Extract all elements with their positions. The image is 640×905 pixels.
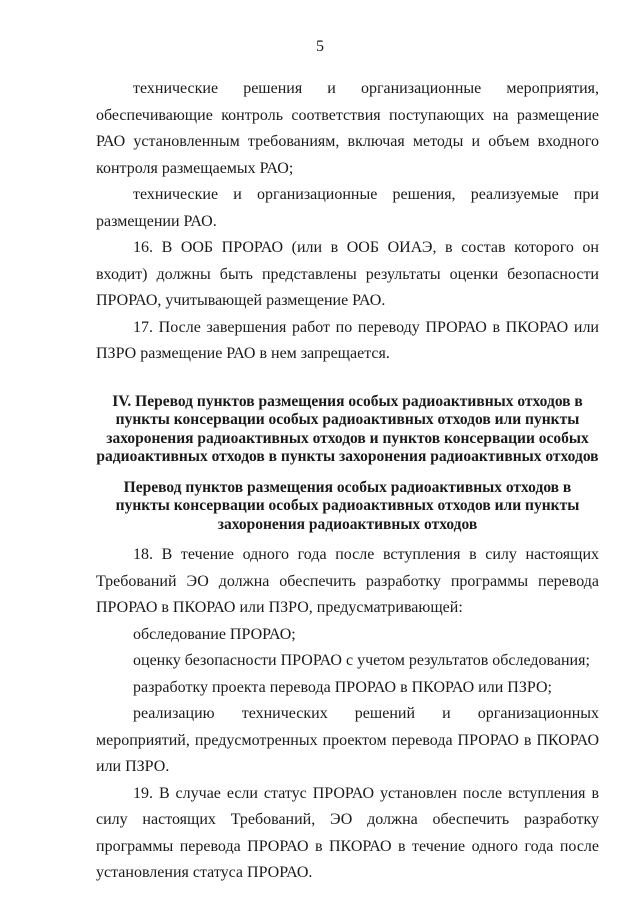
list-item-safety-assessment: оценку безопасности ПРОРАО с учетом результатов обследования; — [133, 652, 590, 669]
list-item-project-development: разработку проекта перевода ПРОРАО в ПКОРАО или ПЗРО; — [133, 678, 552, 696]
section-title: IV. Перевод пунктов размещения особых радиоактивных отходов в пункты консервации особых радиоактивных отходов или пункты захоронения радиоактивных отходов и пунктов консервации особых радиоактивных отходов в пункты захоронения радиоактивных отходов — [96, 392, 599, 465]
paragraph-tech-decisions-control: технические решения и организационные мероприятия, обеспечивающие контроль соответствия поступающих на размещение РАО установленным требованиям, включая методы и объем входного контроля размещаемых РАО; — [96, 80, 599, 177]
page-number: 5 — [316, 38, 324, 55]
paragraph-tech-org-decisions: технические и организационные решения, реализуемые при размещении РАО. — [96, 186, 599, 230]
paragraph-17: 17. После завершения работ по переводу ПРОРАО в ПКОРАО или ПЗРО размещение РАО в нем запрещается. — [96, 318, 599, 362]
list-item-implementation: реализацию технических решений и организационных мероприятий, предусмотренных проектом перевода ПРОРАО в ПКОРАО или ПЗРО. — [96, 705, 599, 775]
list-item-survey: обследование ПРОРАО; — [133, 625, 296, 643]
paragraph-19: 19. В случае если статус ПРОРАО установлен после вступления в силу настоящих Требований, ЭО должна обеспечить разработку программы перевода ПРОРАО в ПКОРАО в течение одного года после установления статуса ПРОРАО. — [96, 784, 599, 881]
document-body — [96, 76, 599, 887]
paragraph-18: 18. В течение одного года после вступления в силу настоящих Требований ЭО должна обеспечить разработку программы перевода ПРОРАО в ПКОРАО или ПЗРО, предусматривающей: — [96, 546, 599, 616]
subsection-title: Перевод пунктов размещения особых радиоактивных отходов в пункты консервации особых радиоактивных отходов или пункты захоронения радиоактивных отходов — [115, 478, 580, 533]
paragraph-16: 16. В ООБ ПРОРАО (или в ООБ ОИАЭ, в состав которого он входит) должны быть представлены результаты оценки безопасности ПРОРАО, учитывающей размещение РАО. — [96, 239, 599, 309]
